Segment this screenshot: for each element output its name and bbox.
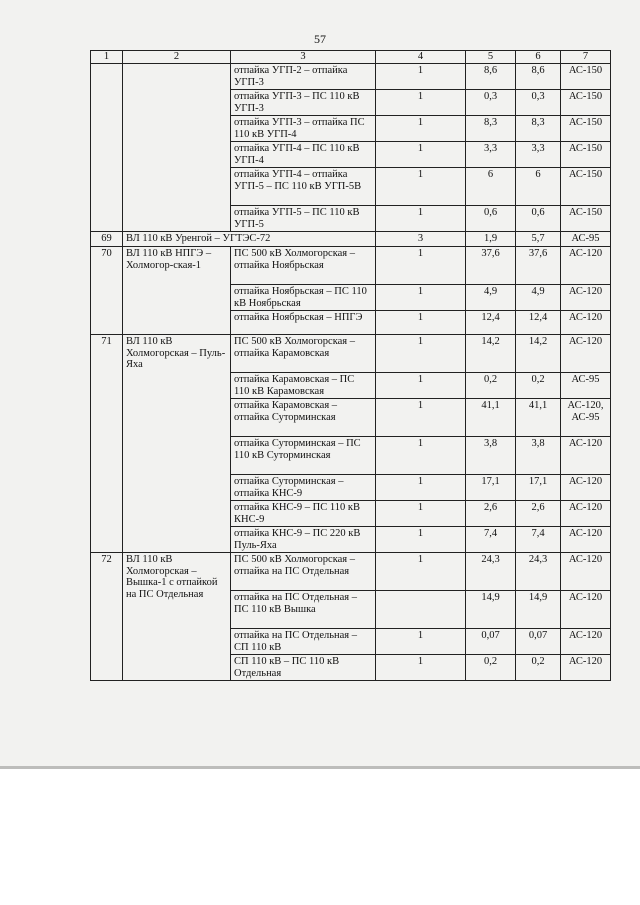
circuit-count: 1 <box>376 373 466 399</box>
section-name: ПС 500 кВ Холмогорская – отпайка на ПС Отдельная <box>231 553 376 591</box>
section-name: отпайка Ноябрьская – ПС 110 кВ Ноябрьская <box>231 285 376 311</box>
wire-type: АС-150 <box>561 64 611 90</box>
col-header-5: 5 <box>466 51 516 64</box>
wire-type: АС-120 <box>561 475 611 501</box>
section-name: ПС 500 кВ Холмогорская – отпайка Карамовская <box>231 335 376 373</box>
wire-type: АС-120 <box>561 247 611 285</box>
scan-bottom-edge <box>0 766 640 769</box>
section-name: отпайка УГП-4 – ПС 110 кВ УГП-4 <box>231 142 376 168</box>
total-length: 41,1 <box>516 399 561 437</box>
table-row <box>91 335 611 373</box>
circuit-count: 1 <box>376 335 466 373</box>
route-length: 2,6 <box>466 501 516 527</box>
wire-type: АС-120 <box>561 437 611 475</box>
total-length: 0,2 <box>516 655 561 681</box>
route-length: 8,3 <box>466 116 516 142</box>
wire-type: АС-120, АС-95 <box>561 399 611 437</box>
route-length: 4,9 <box>466 285 516 311</box>
row-number: 69 <box>91 232 123 247</box>
row-number: 71 <box>91 335 123 553</box>
route-length: 7,4 <box>466 527 516 553</box>
circuit-count: 1 <box>376 655 466 681</box>
line-name: ВЛ 110 кВ Уренгой – УГТЭС-72 <box>123 232 376 247</box>
col-header-1: 1 <box>91 51 123 64</box>
wire-type: АС-120 <box>561 501 611 527</box>
table-body <box>91 64 611 681</box>
route-length: 17,1 <box>466 475 516 501</box>
wire-type: АС-120 <box>561 285 611 311</box>
wire-type: АС-120 <box>561 553 611 591</box>
col-header-3: 3 <box>231 51 376 64</box>
wire-type: АС-150 <box>561 116 611 142</box>
row-number: 72 <box>91 553 123 681</box>
page-number: 57 <box>314 32 326 46</box>
circuit-count: 1 <box>376 527 466 553</box>
circuit-count: 1 <box>376 142 466 168</box>
route-length: 0,6 <box>466 206 516 232</box>
table-row <box>91 247 611 285</box>
section-name: СП 110 кВ – ПС 110 кВ Отдельная <box>231 655 376 681</box>
circuit-count: 3 <box>376 232 466 247</box>
total-length: 3,3 <box>516 142 561 168</box>
line-name: ВЛ 110 кВ Холмогорская – Вышка-1 с отпайкой на ПС Отдельная <box>123 553 231 681</box>
col-header-7: 7 <box>561 51 611 64</box>
wire-type: АС-120 <box>561 655 611 681</box>
wire-type: АС-120 <box>561 527 611 553</box>
section-name: отпайка УГП-3 – отпайка ПС 110 кВ УГП-4 <box>231 116 376 142</box>
wire-type: АС-120 <box>561 629 611 655</box>
route-length: 3,8 <box>466 437 516 475</box>
circuit-count: 1 <box>376 116 466 142</box>
circuit-count: 1 <box>376 399 466 437</box>
circuit-count: 1 <box>376 475 466 501</box>
table-row <box>91 232 611 247</box>
total-length: 37,6 <box>516 247 561 285</box>
route-length: 0,3 <box>466 90 516 116</box>
circuit-count <box>376 591 466 629</box>
wire-type: АС-95 <box>561 232 611 247</box>
line-name: ВЛ 110 кВ Холмогорская – Пуль-Яха <box>123 335 231 553</box>
route-length: 14,9 <box>466 591 516 629</box>
total-length: 8,6 <box>516 64 561 90</box>
total-length: 14,2 <box>516 335 561 373</box>
route-length: 41,1 <box>466 399 516 437</box>
total-length: 0,2 <box>516 373 561 399</box>
table-row <box>91 64 611 90</box>
section-name: отпайка УГП-5 – ПС 110 кВ УГП-5 <box>231 206 376 232</box>
wire-type: АС-150 <box>561 206 611 232</box>
section-name: отпайка УГП-3 – ПС 110 кВ УГП-3 <box>231 90 376 116</box>
route-length: 0,07 <box>466 629 516 655</box>
section-name: отпайка на ПС Отдельная – ПС 110 кВ Вышка <box>231 591 376 629</box>
total-length: 12,4 <box>516 311 561 335</box>
total-length: 3,8 <box>516 437 561 475</box>
section-name: отпайка на ПС Отдельная – СП 110 кВ <box>231 629 376 655</box>
wire-type: АС-120 <box>561 335 611 373</box>
section-name: ПС 500 кВ Холмогорская – отпайка Ноябрьская <box>231 247 376 285</box>
total-length: 4,9 <box>516 285 561 311</box>
section-name: отпайка Суторминская – ПС 110 кВ Суторминская <box>231 437 376 475</box>
section-name: отпайка Ноябрьская – НПГЭ <box>231 311 376 335</box>
route-length: 0,2 <box>466 655 516 681</box>
section-name: отпайка Карамовская – ПС 110 кВ Карамовская <box>231 373 376 399</box>
section-name: отпайка УГП-4 – отпайка УГП-5 – ПС 110 кВ УГП-5В <box>231 168 376 206</box>
line-name <box>123 64 231 232</box>
header-row <box>91 51 611 64</box>
circuit-count: 1 <box>376 64 466 90</box>
section-name: отпайка КНС-9 – ПС 110 кВ КНС-9 <box>231 501 376 527</box>
total-length: 0,3 <box>516 90 561 116</box>
row-number: 70 <box>91 247 123 335</box>
total-length: 5,7 <box>516 232 561 247</box>
section-name: отпайка Карамовская – отпайка Суторминская <box>231 399 376 437</box>
wire-type: АС-120 <box>561 591 611 629</box>
section-name: отпайка УГП-2 – отпайка УГП-3 <box>231 64 376 90</box>
total-length: 8,3 <box>516 116 561 142</box>
route-length: 6 <box>466 168 516 206</box>
total-length: 14,9 <box>516 591 561 629</box>
wire-type: АС-150 <box>561 168 611 206</box>
total-length: 6 <box>516 168 561 206</box>
route-length: 14,2 <box>466 335 516 373</box>
circuit-count: 1 <box>376 501 466 527</box>
section-name: отпайка Суторминская – отпайка КНС-9 <box>231 475 376 501</box>
col-header-2: 2 <box>123 51 231 64</box>
circuit-count: 1 <box>376 285 466 311</box>
circuit-count: 1 <box>376 553 466 591</box>
section-name: отпайка КНС-9 – ПС 220 кВ Пуль-Яха <box>231 527 376 553</box>
total-length: 0,6 <box>516 206 561 232</box>
col-header-6: 6 <box>516 51 561 64</box>
total-length: 0,07 <box>516 629 561 655</box>
circuit-count: 1 <box>376 90 466 116</box>
col-header-4: 4 <box>376 51 466 64</box>
circuit-count: 1 <box>376 206 466 232</box>
total-length: 2,6 <box>516 501 561 527</box>
circuit-count: 1 <box>376 247 466 285</box>
lines-table <box>90 50 611 681</box>
line-name: ВЛ 110 кВ НПГЭ – Холмогор-ская-1 <box>123 247 231 335</box>
total-length: 17,1 <box>516 475 561 501</box>
wire-type: АС-120 <box>561 311 611 335</box>
wire-type: АС-95 <box>561 373 611 399</box>
route-length: 0,2 <box>466 373 516 399</box>
total-length: 7,4 <box>516 527 561 553</box>
route-length: 37,6 <box>466 247 516 285</box>
route-length: 3,3 <box>466 142 516 168</box>
circuit-count: 1 <box>376 311 466 335</box>
route-length: 1,9 <box>466 232 516 247</box>
total-length: 24,3 <box>516 553 561 591</box>
route-length: 12,4 <box>466 311 516 335</box>
table-row <box>91 553 611 591</box>
row-number <box>91 64 123 232</box>
circuit-count: 1 <box>376 437 466 475</box>
wire-type: АС-150 <box>561 142 611 168</box>
circuit-count: 1 <box>376 629 466 655</box>
circuit-count: 1 <box>376 168 466 206</box>
route-length: 8,6 <box>466 64 516 90</box>
wire-type: АС-150 <box>561 90 611 116</box>
route-length: 24,3 <box>466 553 516 591</box>
